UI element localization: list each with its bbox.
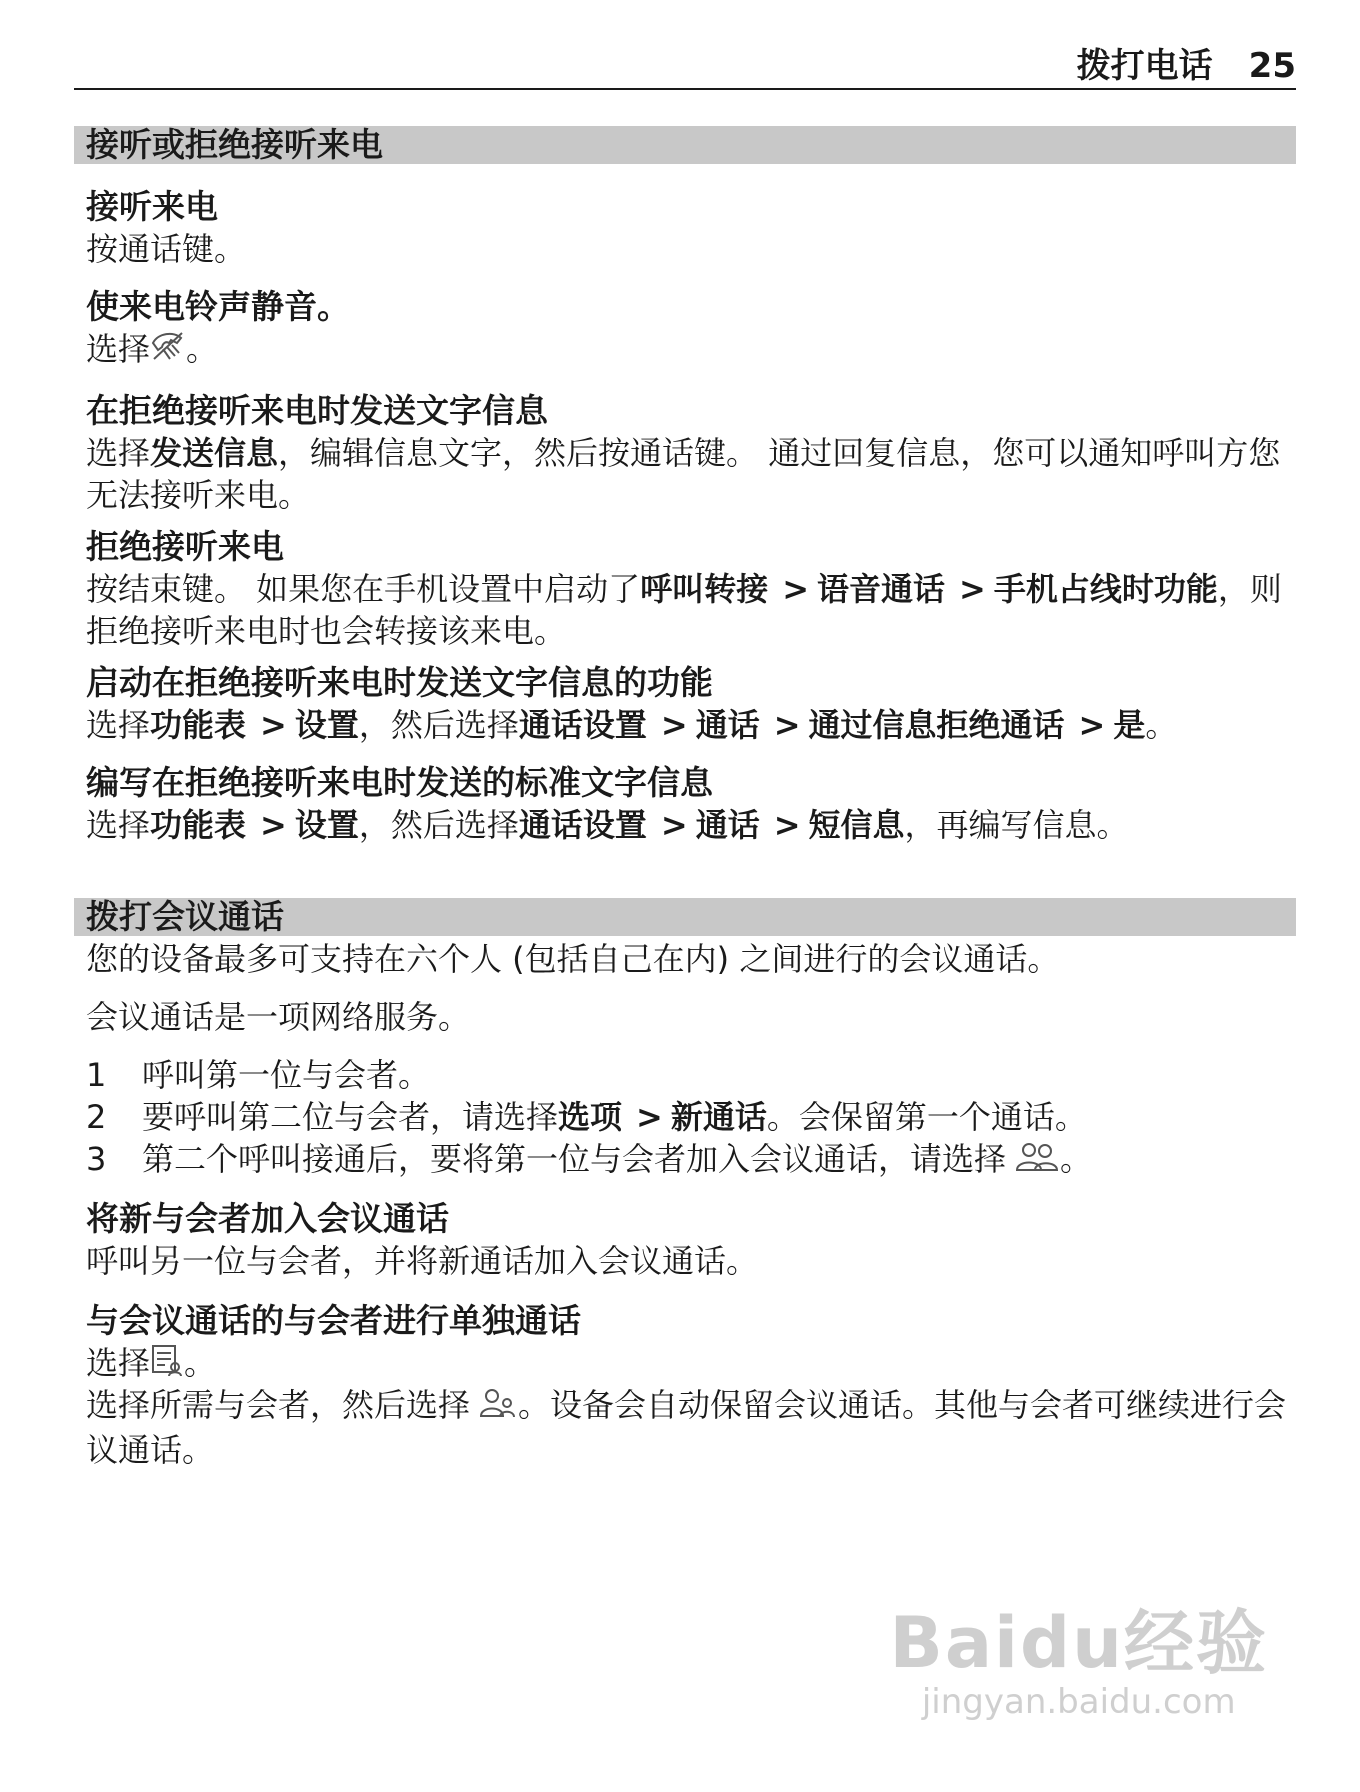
heading-private-call: 与会议通话的与会者进行单独通话	[86, 1301, 581, 1340]
text-add-participant: 呼叫另一位与会者，并将新通话加入会议通话。	[86, 1242, 759, 1280]
watermark-brand: Baidu经验	[889, 1602, 1268, 1684]
text-answer-call: 按通话键。	[86, 230, 247, 268]
list-item: 3 第二个呼叫接通后，要将第一位与会者加入会议通话，请选择 。	[86, 1138, 1092, 1183]
mute-ringtone-icon	[150, 329, 186, 373]
chapter-title: 拨打电话	[1076, 46, 1213, 86]
heading-add-participant: 将新与会者加入会议通话	[86, 1199, 449, 1238]
text-enable-reject-message: 选择功能表 > 设置，然后选择通话设置 > 通话 > 通过信息拒绝通话 > 是。	[86, 706, 1178, 744]
private-call-icon	[478, 1385, 518, 1429]
section-title-conference-call: 拨打会议通话	[74, 898, 1296, 936]
heading-send-message-on-reject: 在拒绝接听来电时发送文字信息	[86, 391, 548, 430]
list-item: 1 呼叫第一位与会者。	[86, 1056, 431, 1094]
heading-reject-call: 拒绝接听来电	[86, 527, 284, 566]
text-mute-ringtone: 选择 。	[86, 328, 1296, 373]
heading-mute-ringtone: 使来电铃声静音。	[86, 287, 350, 326]
running-header	[74, 46, 1296, 90]
page-number: 25	[1248, 46, 1296, 86]
text-private-call-select: 选择 。	[86, 1342, 1296, 1387]
heading-write-standard-message: 编写在拒绝接听来电时发送的标准文字信息	[86, 763, 713, 802]
conference-call-icon	[1014, 1139, 1060, 1183]
text-reject-call: 按结束键。 如果您在手机设置中启动了呼叫转接 > 语音通话 > 手机占线时功能，则拒绝接听来电时也会转接该来电。	[86, 570, 1282, 650]
text-conference-network-service: 会议通话是一项网络服务。	[86, 998, 471, 1036]
watermark-url: jingyan.baidu.com	[921, 1682, 1236, 1722]
text-conference-intro: 您的设备最多可支持在六个人 (包括自己在内) 之间进行的会议通话。	[86, 940, 1060, 978]
watermark	[889, 1587, 1268, 1722]
heading-answer-call: 接听来电	[86, 187, 218, 226]
text-private-call-detail: 选择所需与会者，然后选择 。设备会自动保留会议通话。其他与会者可继续进行会议通话。	[86, 1386, 1287, 1469]
text-write-standard-message: 选择功能表 > 设置，然后选择通话设置 > 通话 > 短信息，再编写信息。	[86, 806, 1129, 844]
heading-enable-reject-message: 启动在拒绝接听来电时发送文字信息的功能	[86, 663, 713, 702]
list-item: 2 要呼叫第二位与会者，请选择选项 > 新通话。会保留第一个通话。	[86, 1098, 1087, 1136]
section-title-answer-reject: 接听或拒绝接听来电	[74, 126, 1296, 164]
participant-list-icon	[150, 1343, 184, 1387]
text-send-message-on-reject: 选择发送信息，编辑信息文字，然后按通话键。 通过回复信息，您可以通知呼叫方您无法接听来电。	[86, 434, 1281, 514]
